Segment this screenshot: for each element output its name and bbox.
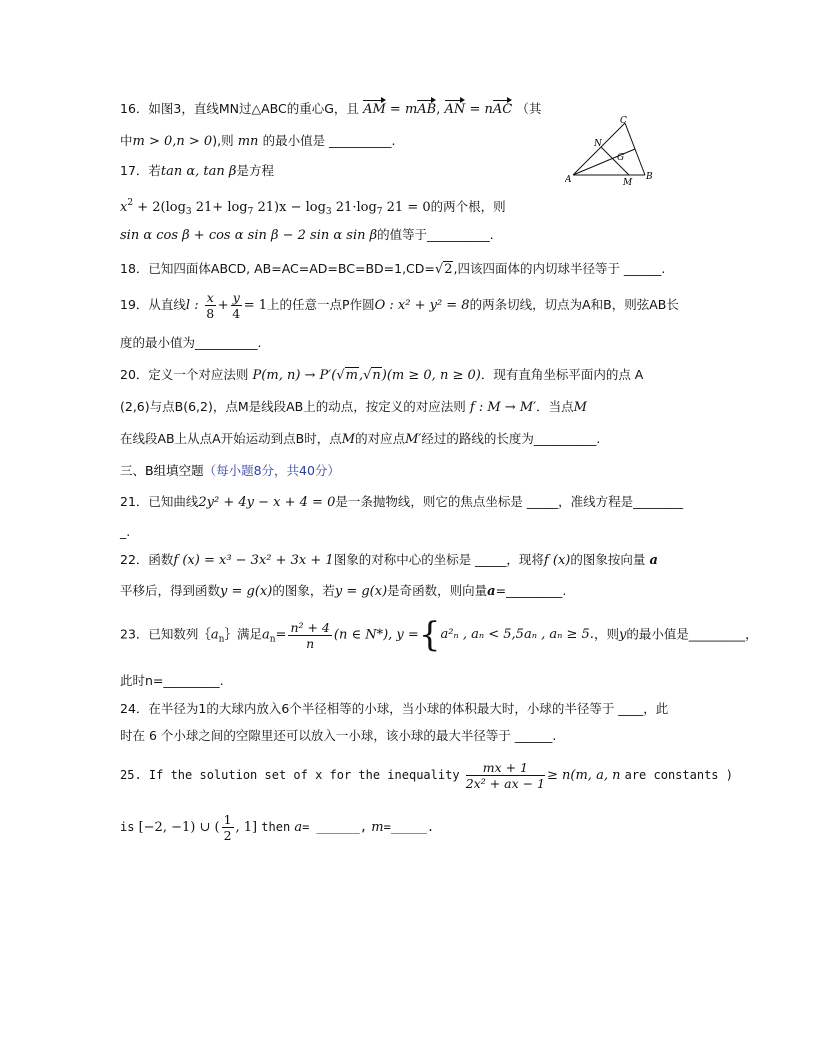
q21-line1: 21．已知曲线2y² + 4y − x + 4 = 0是一条抛物线，则它的焦点坐标是 _____，准线方程是________ — [120, 494, 684, 510]
label-g: G — [617, 153, 625, 163]
q22-line1: 22．函数f (x) = x³ − 3x² + 3x + 1图象的对称中心的坐标是 _____，现将f (x)的图象按向量 a — [120, 552, 658, 568]
label-b: B — [646, 172, 653, 182]
q18-line: 18．已知四面体ABCD, AB=AC=AD=BC=BD=1,CD=√2,四该四面体的内切球半径等于 ______. — [120, 261, 666, 277]
q24-line1: 24．在半径为1的大球内放入6个半径相等的小球，当小球的体积最大时，小球的半径等于 ____，此 — [120, 701, 669, 716]
q17-line1: 17．若tan α, tan β是方程 — [120, 163, 274, 179]
piecewise-cases: a²ₙ , aₙ < 5,5aₙ , aₙ ≥ 5. — [440, 627, 594, 642]
q25-line2: is [−2, −1) ∪ ( $\frac{1}{2}$ , 1] then a= ______, m=_____. — [120, 812, 435, 843]
label-n: N — [594, 139, 602, 149]
q19-line1: 19．从直线l : $\frac{x}{8}$ + $\frac{y}{4}$ = 1上的任意一点P作圆O : x² + y² = 8的两条切线，切点为A和B，则弦AB长 — [120, 290, 679, 321]
q24-line2: 时在 6 个小球之间的空隙里还可以放入一小球，该小球的最大半径等于 ______. — [120, 728, 557, 743]
fraction-one-half: $\frac{1}{2}$ — [223, 812, 232, 843]
label-c: C — [620, 116, 627, 126]
triangle-figure — [565, 115, 660, 190]
q21-line2: _. — [120, 524, 131, 539]
q17-line2: $x^2 + 2(\log_3$ $21+ \log_7 21)x - \log_3 21\cdot\log_7$ 21 = 0的两个根，则 — [120, 198, 506, 217]
q20-line3: 在线段AB上从点A开始运动到点B时，点M的对应点M′经过的路线的长度为__________. — [120, 431, 601, 447]
q17-line3: sin α cos β + cos α sin β − 2 sin α sin β的值等于__________. — [120, 227, 494, 243]
q16-line2: 中m > 0,n > 0),则 mn 的最小值是 __________. — [120, 133, 396, 149]
fraction-y-4: $\frac{y}{4}$ — [232, 290, 241, 321]
fraction-inequality: $\frac{mx + 1}{\text{2x² + ax − 1}}$ — [465, 760, 546, 791]
section-3-heading: 三、B组填空题（每小题8分，共40分） — [120, 463, 340, 478]
edge-ac — [573, 123, 625, 175]
q25-line1: 25. If the solution set of x for the inequality $\frac{mx + 1}{\text{2x² + ax − 1}}$ ≥ n(m, a, n are constants ) — [120, 760, 733, 791]
q20-line2: (2,6)与点B(6,2)，点M是线段AB上的动点，按定义的对应法则 f : M → M′．当点M — [120, 399, 587, 415]
label-a: A — [565, 175, 572, 185]
label-m: M — [623, 178, 633, 188]
fraction-x-8: $\frac{x}{8}$ — [206, 290, 215, 321]
fraction-n2-plus-4-over-n: $\frac{\text{n² + 4}}{n}$ — [290, 619, 330, 651]
q20-line1: 20．定义一个对应法则 P(m, n) → P′(√m,√n)(m ≥ 0, n ≥ 0)．现有直角坐标平面内的点 A — [120, 367, 644, 383]
sqrt-2: √2 — [434, 262, 453, 277]
q23-line2: 此时n=_________. — [120, 673, 224, 688]
q19-line2: 度的最小值为__________. — [120, 335, 262, 350]
q16-line1: 16．如图3，直线MN过△ABC的重心G，且 AM = mAB, AN = nAC （其 — [120, 101, 542, 117]
q22-line2: 平移后，得到函数y = g(x)的图象，若y = g(x)是奇函数，则向量a=_________. — [120, 583, 567, 599]
q23-line1: 23．已知数列$\{a_n\}$满足$a_n=$ $\frac{\text{n² + 4}}{n}$ (n ∈ N*), y ={a²ₙ , aₙ < 5,5aₙ , aₙ ≥ 5.，则y的最小值是_________， — [120, 615, 758, 655]
